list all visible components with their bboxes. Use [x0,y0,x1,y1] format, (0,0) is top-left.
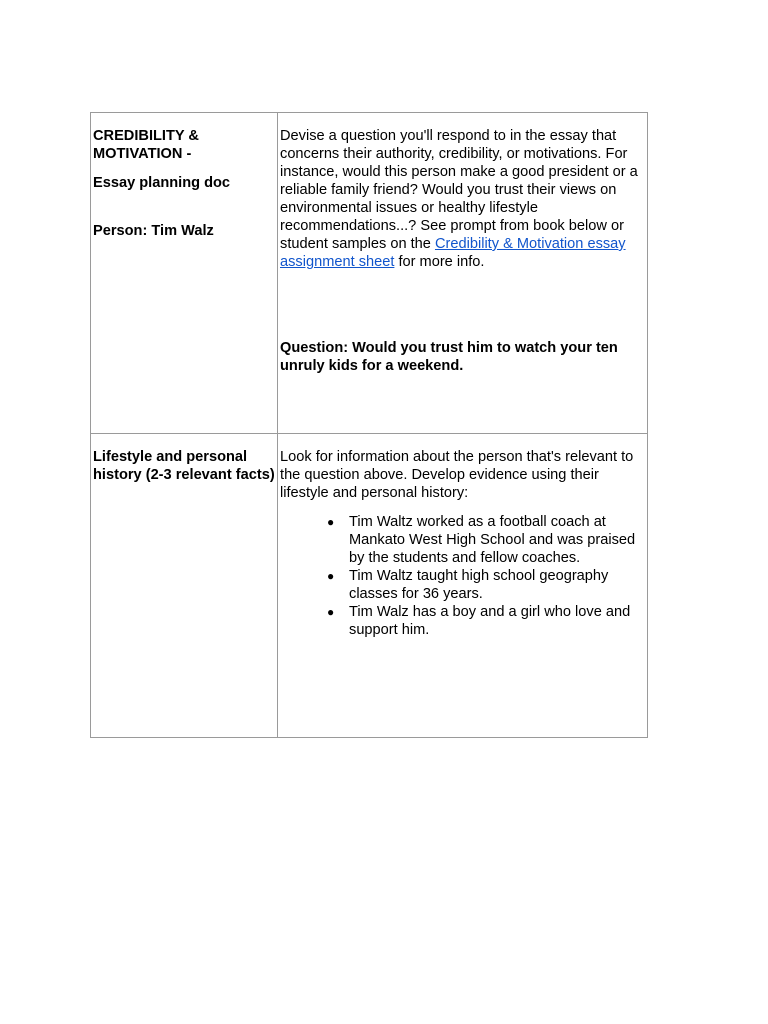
evidence-intro: Look for information about the person that's relevant to the question above. Develop evidence using their lifestyle and personal history: [280,449,634,501]
assignment-sheet-link[interactable]: Credibility & Motivation essay assignment sheet [280,236,626,270]
list-item [327,567,645,603]
fact-text: Tim Walz has a boy and a girl who love and support him. [349,604,631,638]
table-row [91,113,648,434]
essay-question: Question: Would you trust him to watch your ten unruly kids for a weekend. [280,340,618,374]
instructions-text: Devise a question you'll respond to in the essay that concerns their authority, credibility, or motivations. For instance, would this person make a good president or a reliable family friend? Would you trust their views on environmental issues or healthy lifestyle recommendations...? See prompt from book below or student samples on the [280,128,638,252]
facts-list [280,513,645,639]
list-item [327,513,645,567]
bullet-icon: ● [327,569,335,583]
list-item [327,603,645,639]
left-cell-lifestyle [91,434,278,738]
doc-title: CREDIBILITY & MOTIVATION - [93,128,199,162]
instructions-text-end: for more info. [394,254,485,270]
person-label: Person: Tim Walz [93,223,214,239]
right-cell-evidence [278,434,648,738]
right-cell-instructions [278,113,648,434]
planning-table [90,112,648,738]
bullet-icon: ● [327,605,335,619]
left-cell-credibility [91,113,278,434]
table-row [91,434,648,738]
fact-text: Tim Waltz worked as a football coach at Mankato West High School and was praised by the students and fellow coaches. [349,514,636,566]
doc-subtitle: Essay planning doc [93,175,231,191]
lifestyle-heading: Lifestyle and personal history (2-3 relevant facts) [93,449,275,483]
instructions-paragraph [280,127,645,271]
fact-text: Tim Waltz taught high school geography classes for 36 years. [349,568,609,602]
bullet-icon: ● [327,515,335,529]
